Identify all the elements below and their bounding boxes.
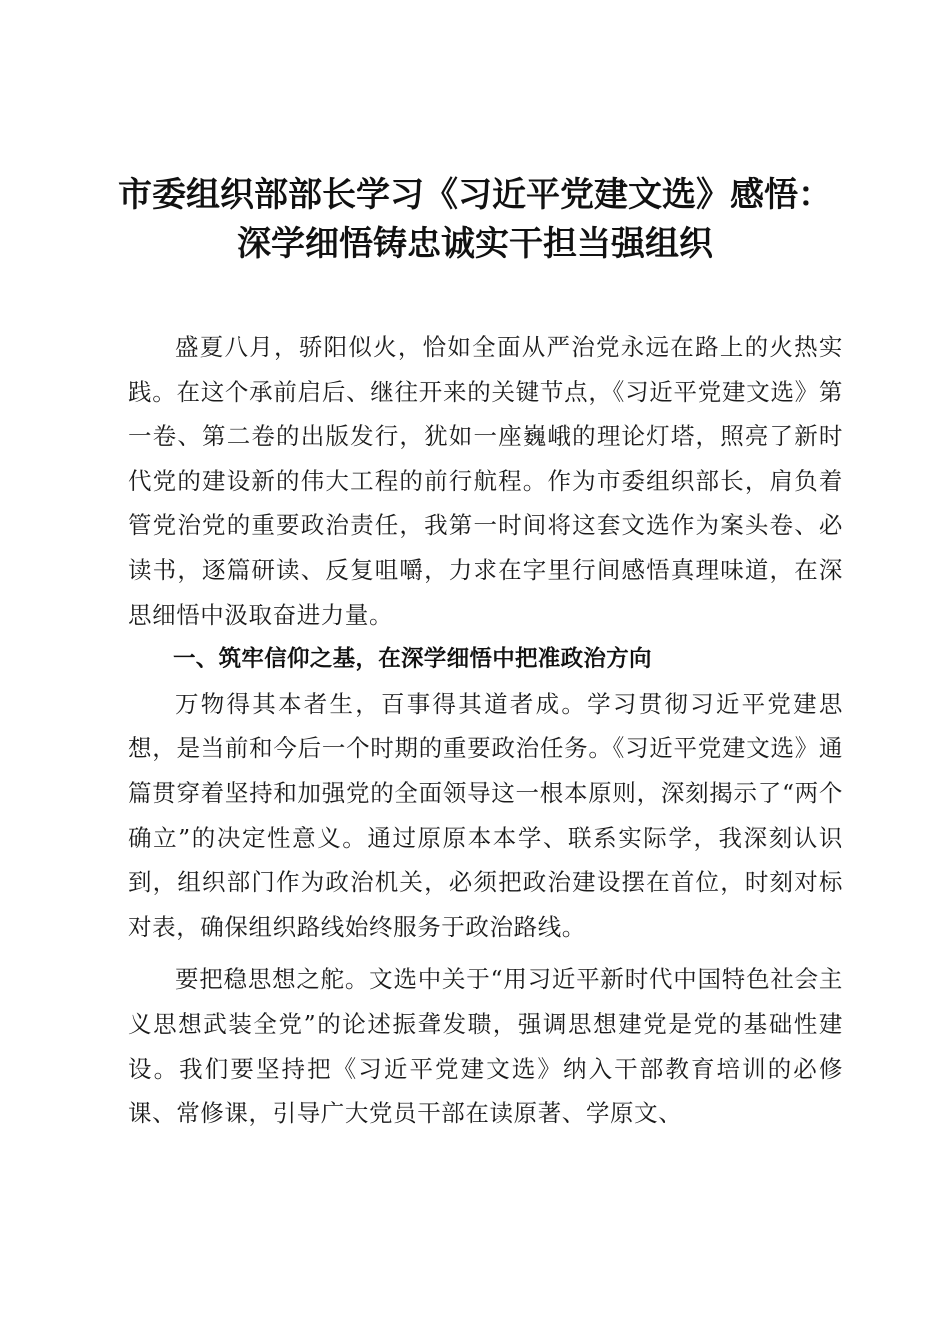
paragraph-section1-2: 要把稳思想之舵。文选中关于“用习近平新时代中国特色社会主义思想武装全党”的论述振聋发聩，强调思想建党是党的基础性建设。我们要坚持把《习近平党建文选》纳入干部教育培训的必修课、常修课，引导广大党员干部在读原著、学原文、 [128, 965, 843, 1128]
paragraph-gap [128, 949, 843, 957]
paragraph-section1-1: 万物得其本者生，百事得其道者成。学习贯彻习近平党建思想，是当前和今后一个时期的重要政治任务。《习近平党建文选》通篇贯穿着坚持和加强党的全面领导这一根本原则，深刻揭示了“两个确立”的决定性意义。通过原原本本学、联系实际学，我深刻认识到，组织部门作为政治机关，必须把政治建设摆在首位，时刻对标对表，确保组织路线始终服务于政治路线。 [128, 689, 843, 941]
paragraph-intro: 盛夏八月，骄阳似火，恰如全面从严治党永远在路上的火热实践。在这个承前启后、继往开来的关键节点，《习近平党建文选》第一卷、第二卷的出版发行，犹如一座巍峨的理论灯塔，照亮了新时代党的建设新的伟大工程的前行航程。作为市委组织部长，肩负着管党治党的重要政治责任，我第一时间将这套文选作为案头卷、必读书，逐篇研读、反复咀嚼，力求在字里行间感悟真理味道，在深思细悟中汲取奋进力量。 [128, 333, 843, 629]
document-title-line-2: 深学细悟铸忠诚实干担当强组织 [237, 224, 713, 264]
document-body [128, 325, 843, 1136]
document-title-line-1: 市委组织部部长学习《习近平党建文选》感悟： [118, 175, 832, 215]
section-heading-1: 一、筑牢信仰之基，在深学细悟中把准政治方向 [173, 646, 652, 673]
